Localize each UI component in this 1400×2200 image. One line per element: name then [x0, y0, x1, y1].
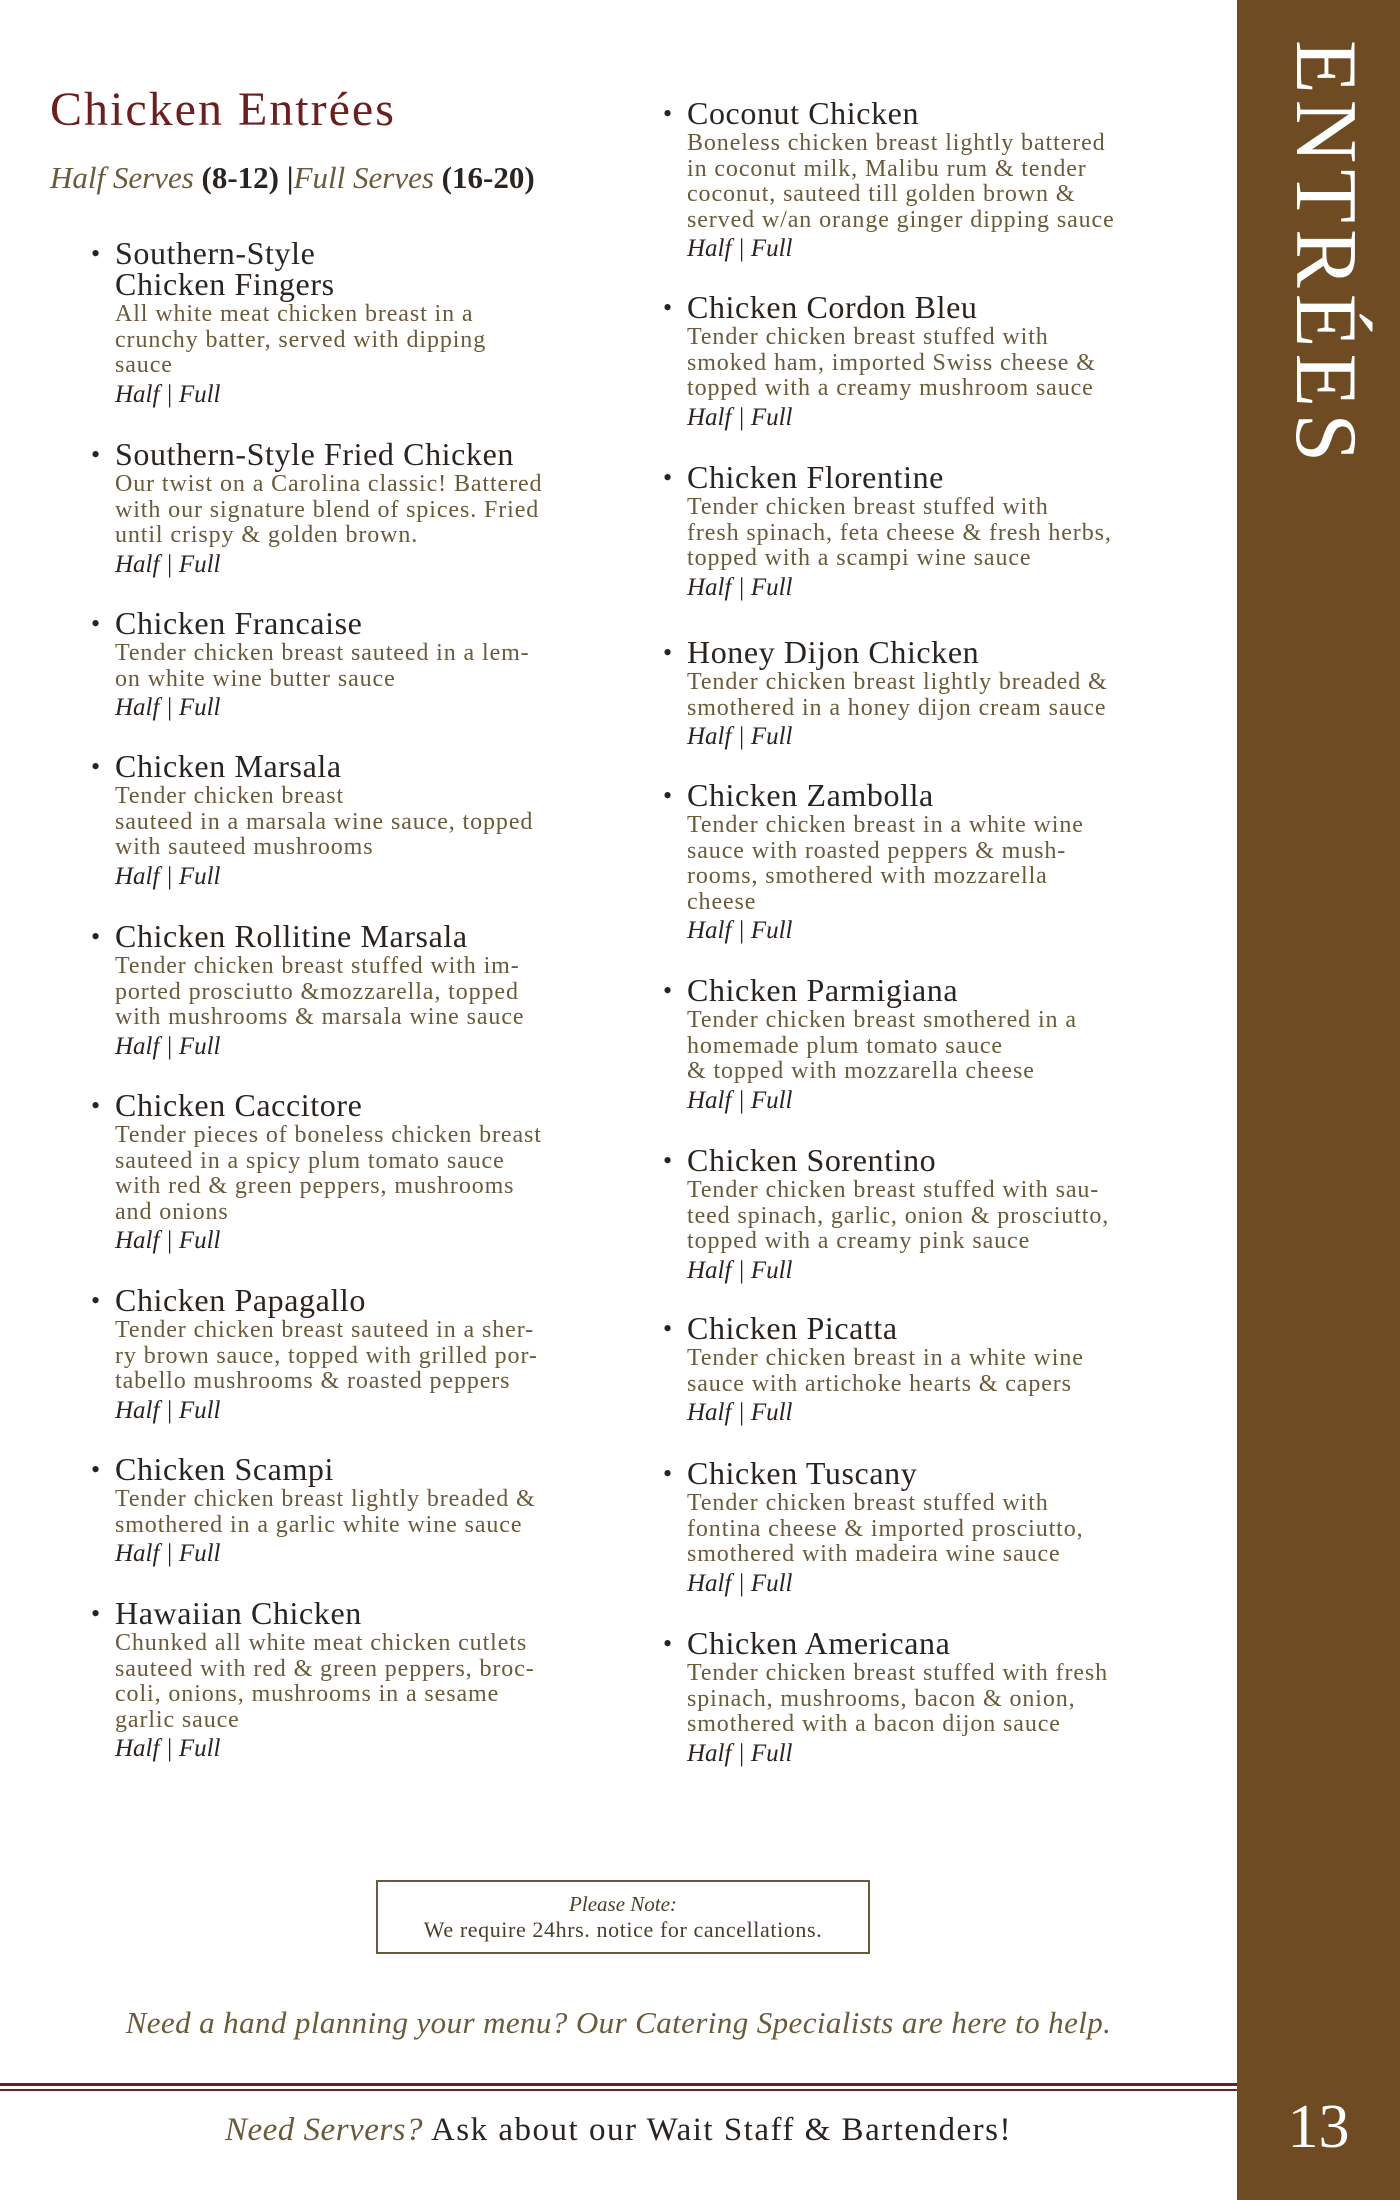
item-name: Southern-Style Fried Chicken: [115, 436, 514, 472]
divider: [0, 2083, 1237, 2086]
item-description: All white meat chicken breast in a crunchy batter, served with dipping sauce: [115, 301, 487, 378]
item-size-options: Half | Full: [687, 403, 793, 431]
item-description: Tender chicken breast lightly breaded & smothered in a garlic white wine sauce: [115, 1486, 536, 1538]
item-size-options: Half | Full: [115, 1032, 221, 1060]
section-title-vertical: [1262, 40, 1382, 510]
item-size-options: Half | Full: [115, 694, 221, 721]
item-description: Our twist on a Carolina classic! Battered with our signature blend of spices. Fried until crispy & golden brown.: [115, 471, 543, 548]
item-size-options: Half | Full: [115, 1540, 221, 1567]
item-description: Boneless chicken breast lightly battered in coconut milk, Malibu rum & tender coconut, sauteed till golden brown & served w/an orange ginger dipping sauce: [687, 130, 1115, 233]
note-heading: Please Note:: [569, 1892, 677, 1916]
bullet-icon: •: [91, 609, 101, 638]
bullet-icon: •: [663, 293, 673, 322]
item-size-options: Half | Full: [115, 862, 221, 890]
menu-item: [663, 1455, 1084, 1600]
help-text: Need a hand planning your menu? Our Catering Specialists are here to help.: [125, 2005, 1112, 2040]
bullet-icon: •: [91, 1091, 101, 1120]
item-description: Tender chicken breast stuffed with fresh spinach, feta cheese & fresh herbs, topped with a scampi wine sauce: [687, 494, 1112, 571]
bullet-icon: •: [663, 1459, 673, 1488]
bullet-icon: •: [663, 1146, 673, 1175]
half-serves-label: Half Serves: [50, 160, 194, 195]
full-serves-label: Full Serves: [293, 160, 434, 195]
menu-item: [663, 289, 1096, 434]
item-description: Tender chicken breast in a white wine sauce with artichoke hearts & capers: [687, 1345, 1084, 1397]
item-description: Tender chicken breast sauteed in a marsala wine sauce, topped with sauteed mushrooms: [115, 783, 534, 860]
page-title: Chicken Entrées: [50, 83, 396, 136]
section-title-text: ENTRÉES: [1277, 40, 1374, 469]
item-name: Honey Dijon Chicken: [687, 634, 980, 670]
menu-item: [91, 918, 525, 1063]
bullet-icon: •: [91, 752, 101, 781]
item-description: Tender chicken breast stuffed with fontina cheese & imported prosciutto, smothered with madeira wine sauce: [687, 1490, 1084, 1567]
item-description: Tender chicken breast stuffed with sau- teed spinach, garlic, onion & prosciutto, topped with a creamy pink sauce: [687, 1177, 1110, 1254]
item-description: Tender chicken breast stuffed with smoked ham, imported Swiss cheese & topped with a creamy mushroom sauce: [687, 324, 1096, 401]
bullet-icon: •: [663, 976, 673, 1005]
item-name: Southern-Style Chicken Fingers: [115, 235, 335, 302]
bullet-icon: •: [91, 239, 101, 268]
bullet-icon: •: [663, 99, 673, 128]
item-size-options: Half | Full: [687, 573, 793, 601]
item-size-options: Half | Full: [115, 550, 221, 578]
item-size-options: Half | Full: [687, 1256, 793, 1284]
half-serves-count: (8-12): [201, 160, 280, 195]
item-description: Tender chicken breast sauteed in a lem- on white wine butter sauce: [115, 640, 530, 692]
item-description: Tender chicken breast lightly breaded & smothered in a honey dijon cream sauce: [687, 669, 1108, 721]
menu-item: [91, 1087, 542, 1257]
menu-item: [663, 1142, 1110, 1287]
item-size-options: Half | Full: [687, 1086, 793, 1114]
item-name: Chicken Scampi: [115, 1451, 335, 1487]
item-name: Coconut Chicken: [687, 95, 920, 131]
item-size-options: Half | Full: [115, 380, 221, 408]
item-name: Chicken Zambolla: [687, 777, 934, 813]
serving-sizes: [50, 160, 535, 196]
note-text: We require 24hrs. notice for cancellations.: [423, 1917, 823, 1942]
item-size-options: Half | Full: [687, 917, 793, 944]
item-name: Hawaiian Chicken: [115, 1595, 362, 1631]
item-name: Chicken Papagallo: [115, 1282, 367, 1318]
item-name: Chicken Americana: [687, 1625, 951, 1661]
servers-lead: Need Servers?: [225, 2112, 424, 2148]
menu-item: [663, 1310, 1084, 1429]
menu-item: [663, 95, 1115, 265]
menu-item: [663, 777, 1084, 947]
menu-item: [91, 1282, 538, 1427]
item-description: Tender chicken breast smothered in a homemade plum tomato sauce & topped with mozzarella cheese: [687, 1007, 1077, 1084]
bullet-icon: •: [663, 1314, 673, 1343]
item-name: Chicken Parmigiana: [687, 972, 959, 1008]
menu-item: [91, 1451, 536, 1570]
page-number: 13: [1287, 2093, 1350, 2161]
separator: |: [286, 160, 294, 195]
item-size-options: Half | Full: [687, 235, 793, 262]
bullet-icon: •: [663, 781, 673, 810]
item-name: Chicken Florentine: [687, 459, 944, 495]
bullet-icon: •: [663, 1629, 673, 1658]
item-name: Chicken Cordon Bleu: [687, 289, 978, 325]
full-serves-count: (16-20): [441, 160, 535, 195]
servers-banner: [0, 2112, 1237, 2149]
bullet-icon: •: [91, 922, 101, 951]
item-name: Chicken Marsala: [115, 748, 342, 784]
item-description: Chunked all white meat chicken cutlets sauteed with red & green peppers, broc- coli, onions, mushrooms in a sesame garlic sauce: [115, 1630, 535, 1733]
menu-item: [663, 1625, 1109, 1770]
bullet-icon: •: [663, 463, 673, 492]
item-size-options: Half | Full: [115, 1227, 221, 1254]
bullet-icon: •: [91, 1286, 101, 1315]
item-size-options: Half | Full: [687, 1569, 793, 1597]
item-size-options: Half | Full: [687, 1739, 793, 1767]
item-size-options: Half | Full: [115, 1735, 221, 1762]
bullet-icon: •: [91, 1599, 101, 1628]
item-size-options: Half | Full: [687, 723, 793, 750]
item-description: Tender chicken breast sauteed in a sher- ry brown sauce, topped with grilled por- tabello mushrooms & roasted peppers: [115, 1317, 538, 1394]
item-name: Chicken Rollitine Marsala: [115, 918, 468, 954]
item-description: Tender chicken breast in a white wine sauce with roasted peppers & mush- rooms, smothered with mozzarella cheese: [687, 812, 1084, 915]
item-name: Chicken Sorentino: [687, 1142, 937, 1178]
divider: [0, 2089, 1237, 2091]
cancellation-note: [376, 1880, 870, 1954]
item-name: Chicken Tuscany: [687, 1455, 918, 1491]
menu-item: [663, 634, 1108, 753]
item-description: Tender chicken breast stuffed with fresh spinach, mushrooms, bacon & onion, smothered with a bacon dijon sauce: [687, 1660, 1109, 1737]
item-name: Chicken Picatta: [687, 1310, 898, 1346]
menu-item: [663, 972, 1077, 1117]
menu-item: [91, 235, 487, 411]
servers-text: Ask about our Wait Staff & Bartenders!: [430, 2112, 1012, 2148]
menu-item: [91, 605, 530, 724]
bullet-icon: •: [91, 440, 101, 469]
item-size-options: Half | Full: [687, 1399, 793, 1426]
item-description: Tender chicken breast stuffed with im- ported prosciutto &mozzarella, topped with mushrooms & marsala wine sauce: [115, 953, 525, 1030]
menu-item: [91, 436, 543, 581]
item-description: Tender pieces of boneless chicken breast sauteed in a spicy plum tomato sauce with red & green peppers, mushrooms and onions: [115, 1122, 542, 1225]
menu-item: [91, 1595, 535, 1765]
bullet-icon: •: [663, 638, 673, 667]
item-name: Chicken Caccitore: [115, 1087, 363, 1123]
menu-item: [91, 748, 534, 893]
bullet-icon: •: [91, 1455, 101, 1484]
menu-item: [663, 459, 1112, 604]
item-name: Chicken Francaise: [115, 605, 363, 641]
item-size-options: Half | Full: [115, 1396, 221, 1424]
